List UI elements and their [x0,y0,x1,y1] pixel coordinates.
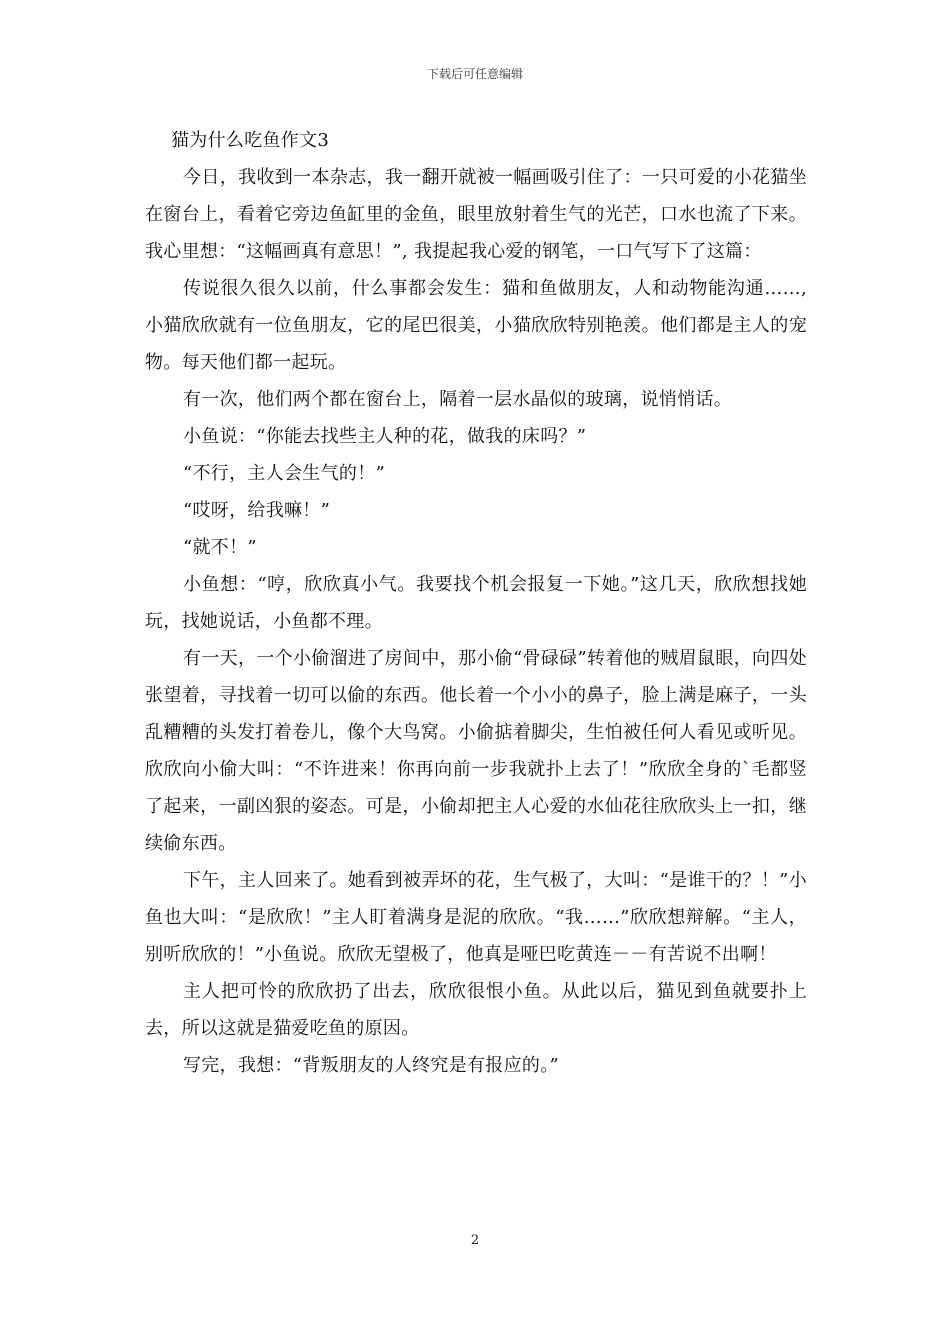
document-body [145,122,807,1084]
header-text: 下载后可任意编辑 [426,67,523,81]
paragraph: “不行，主人会生气的！” [183,463,386,484]
paragraph: “哎呀，给我嘛！” [183,500,331,521]
paragraph: 传说很久很久以前，什么事都会发生：猫和鱼做朋友，人和动物能沟通……, 小猫欣欣就有一位鱼朋友，它的尾巴很美，小猫欣欣特别艳羡。他们都是主人的宠物。每天他们都一起玩。 [145,278,807,373]
paragraph: 有一次，他们两个都在窗台上，隔着一层水晶似的玻璃，说悄悄话。 [183,389,732,410]
paragraph: “就不！” [183,537,257,558]
paragraph: 主人把可怜的欣欣扔了出去，欣欣很恨小鱼。从此以后，猫见到鱼就要扑上去，所以这就是猫爱吃鱼的原因。 [145,981,807,1039]
page-header [0,66,950,82]
paragraph: 小鱼想：“哼，欣欣真小气。我要找个机会报复一下她。”这几天，欣欣想找她玩，找她说话，小鱼都不理。 [145,574,807,632]
paragraph: 写完，我想：“背叛朋友的人终究是有报应的。” [183,1055,560,1076]
paragraph: 今日，我收到一本杂志，我一翻开就被一幅画吸引住了：一只可爱的小花猫坐在窗台上，看着它旁边鱼缸里的金鱼，眼里放射着生气的光芒，口水也流了下来。我心里想：“这幅画真有意思！”, 我提起我心爱的钢笔，一口气写下了这篇： [145,167,807,262]
page-footer [0,1232,950,1250]
page-number: 2 [470,1233,480,1248]
paragraph: 有一天，一个小偷溜进了房间中，那小偷“骨碌碌”转着他的贼眉鼠眼，向四处张望着，寻找着一切可以偷的东西。他长着一个小小的鼻子，脸上满是麻子，一头乱糟糟的头发打着卷儿，像个大鸟窝。小偷掂着脚尖，生怕被任何人看见或听见。欣欣向小偷大叫：“不许进来！你再向前一步我就扑上去了！”欣欣全身的`毛都竖了起来，一副凶狠的姿态。可是，小偷却把主人心爱的水仙花往欣欣头上一扣，继续偷东西。 [145,648,807,854]
paragraph: 下午，主人回来了。她看到被弄坏的花，生气极了，大叫：“是谁干的？！”小鱼也大叫：“是欣欣！”主人盯着满身是泥的欣欣。“我……”欣欣想辩解。“主人，别听欣欣的！”小鱼说。欣欣无望极了，他真是哑巴吃黄连－－有苦说不出啊！ [145,870,807,965]
essay-title: 猫为什么吃鱼作文3 [171,130,330,151]
paragraph: 小鱼说：“你能去找些主人种的花，做我的床吗？” [183,426,587,447]
